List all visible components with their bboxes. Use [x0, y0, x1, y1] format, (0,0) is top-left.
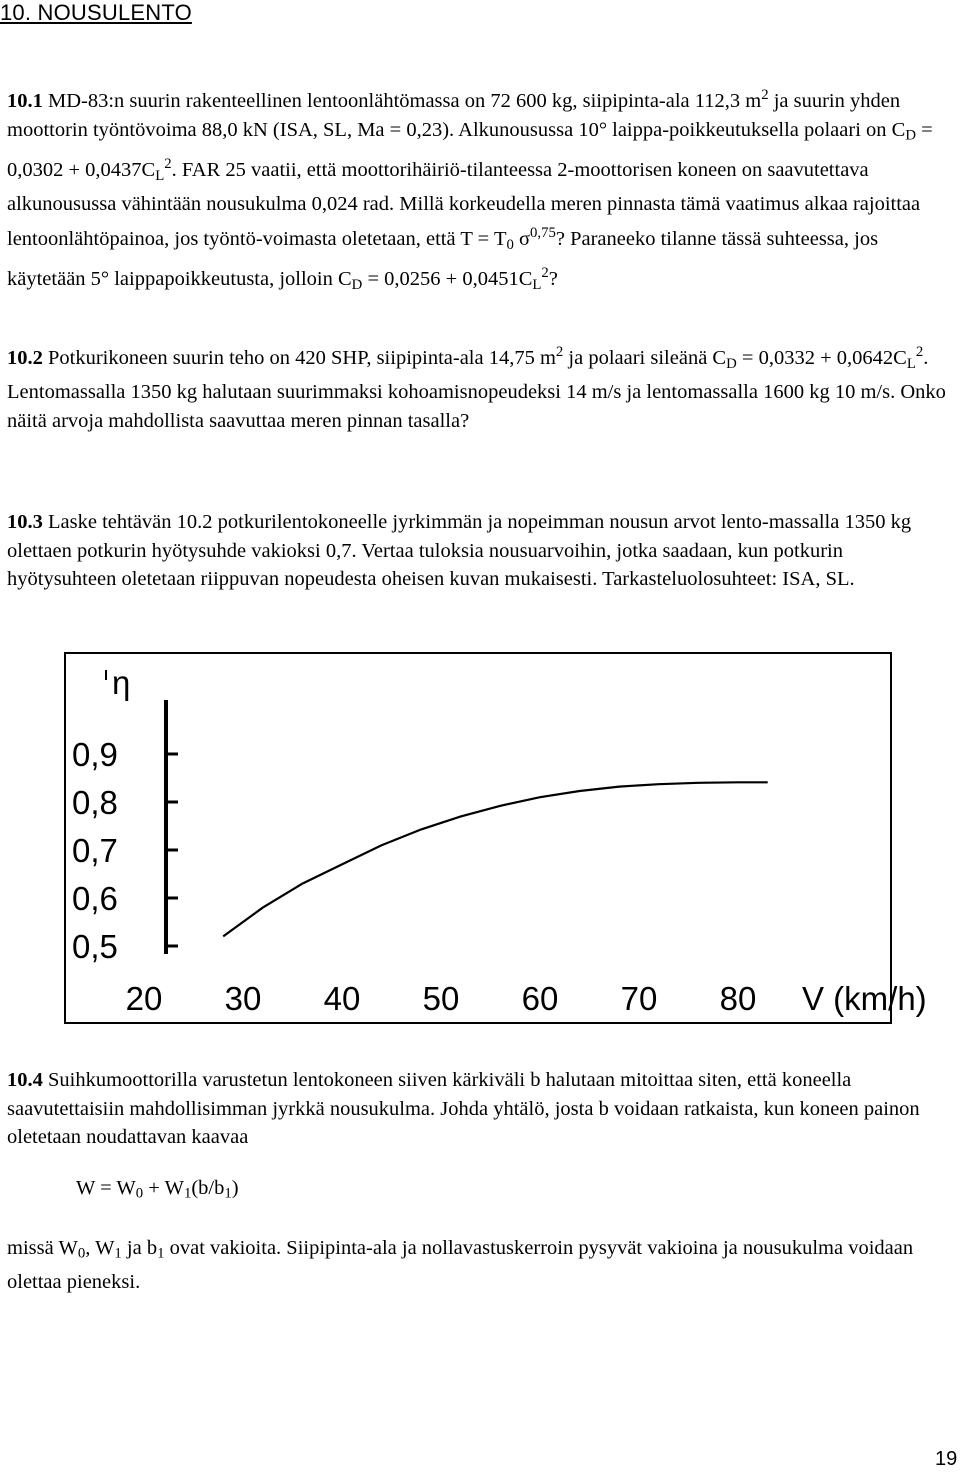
page-number: 19: [935, 1448, 958, 1470]
superscript: 2: [555, 344, 564, 360]
x-tick-label: 20: [125, 980, 163, 1017]
subscript: L: [906, 355, 916, 372]
subscript: 1: [183, 1185, 192, 1202]
superscript: 2: [164, 155, 172, 172]
x-tick-label: 50: [422, 980, 460, 1017]
problem-10-3: [7, 508, 953, 594]
text: ja b: [121, 1237, 158, 1259]
y-tick-label: 0,6: [72, 880, 118, 917]
text: ovat vakioita. Siipipinta-ala ja nollavastuskerroin pysyvät vakioina ja nousukulma voidaan olettaa pieneksi.: [7, 1237, 914, 1294]
subscript: 0: [506, 236, 514, 253]
subscript: D: [351, 277, 363, 294]
weight-equation: [76, 1177, 239, 1203]
superscript: 2: [761, 87, 769, 103]
y-tick-label: 0,5: [72, 928, 118, 965]
text: = 0,0302 + 0,0437C: [7, 118, 933, 182]
text: = 0,0256 + 0,0451C: [362, 268, 533, 291]
x-tick-label: 80: [719, 980, 757, 1017]
problem-10-4-continued: [7, 1234, 953, 1297]
y-tick-label: 0,7: [72, 832, 118, 869]
x-axis-label: V (km/h): [802, 980, 927, 1017]
text: Suihkumoottorilla varustetun lentokoneen siiven kärkiväli b halutaan mitoittaa siten, että koneella saavutettaisiin mahdollisimman jyrkkä nousukulma. Johda yhtälö, josta b voidaan ratkaista, kun koneen painon oletetaan noudattavan kaavaa: [7, 1069, 920, 1149]
text: + W: [143, 1177, 184, 1199]
text: missä W: [7, 1237, 78, 1259]
text: ? Paraneeko tilanne tässä suhteessa, jos käytetään 5° laippapoikkeutusta, jolloin C: [7, 228, 879, 291]
subscript: L: [532, 277, 542, 294]
problem-number: 10.4: [7, 1069, 43, 1091]
section-heading: 10. NOUSULENTO: [0, 0, 192, 25]
superscript: 2: [541, 265, 549, 282]
subscript: 1: [114, 1245, 122, 1262]
problem-number: 10.1: [7, 90, 43, 113]
problem-10-1: [7, 81, 953, 300]
superscript: 2: [915, 344, 924, 360]
superscript: 0,75: [530, 224, 556, 241]
subscript: D: [726, 355, 737, 372]
text: σ: [513, 228, 531, 251]
text: = 0,0332 + 0,0642C: [736, 347, 907, 370]
x-tick-label: 30: [224, 980, 262, 1017]
x-tick-label: 40: [323, 980, 361, 1017]
x-tick-label: 70: [620, 980, 658, 1017]
text: ja polaari sileänä C: [563, 347, 727, 370]
problem-10-4: [7, 1066, 953, 1152]
text: (b/b: [191, 1177, 225, 1199]
text: Laske tehtävän 10.2 potkurilentokoneelle jyrkimmän ja nopeimman nousun arvot lento-massalla 1350 kg olettaen potkurin hyötysuhde vakioksi 0,7. Vertaa tuloksia nousuarvoihin, jotka saadaan, kun potkurin hyötysuhteen oletetaan riippuvan nopeudesta oheisen kuvan mukaisesti. Tarkasteluolosuhteet: ISA, SL.: [7, 511, 912, 591]
text: W = W: [76, 1177, 136, 1199]
subscript: D: [905, 127, 916, 144]
problem-number: 10.3: [7, 511, 43, 533]
y-axis-label: η: [112, 664, 131, 701]
chart-svg: [66, 654, 927, 1022]
text: MD-83:n suurin rakenteellinen lentoonlähtömassa on 72 600 kg, siipipinta-ala 112,3 m: [42, 90, 762, 113]
efficiency-curve: [223, 782, 768, 936]
text: ?: [548, 268, 558, 291]
text: . FAR 25 vaatii, että moottorihäiriö-tilanteessa 2-moottorisen koneen on saavutettava alkunousussa vähintään nousukulma 0,024 rad. Millä korkeudella meren pinnasta tämä vaatimus alkaa rajoittaa lentoonlähtöpainoa, jos työntö-voimasta oletetaan, että T = T: [7, 159, 921, 251]
subscript: L: [155, 167, 165, 184]
subscript: 0: [135, 1185, 144, 1202]
y-tick-label: 0,9: [72, 736, 118, 773]
y-tick-label: 0,8: [72, 784, 118, 821]
text: ): [231, 1177, 239, 1199]
efficiency-chart: [64, 652, 927, 1024]
subscript: 0: [77, 1245, 86, 1262]
text: Potkurikoneen suurin teho on 420 SHP, siipipinta-ala 14,75 m: [42, 347, 556, 370]
text: ja suurin yhden moottorin työntövoima 88,0 kN (ISA, SL, Ma = 0,23). Alkunousussa 10° laippa-poikkeutuksella polaari on C: [7, 90, 906, 141]
x-tick-label: 60: [521, 980, 559, 1017]
problem-number: 10.2: [7, 347, 43, 370]
text: . Lentomassalla 1350 kg halutaan suurimmaksi kohoamisnopeudeksi 14 m/s ja lentomassalla 1600 kg 10 m/s. Onko näitä arvoja mahdollista saavuttaa meren pinnan tasalla?: [7, 347, 946, 432]
text: , W: [85, 1237, 115, 1259]
subscript: 1: [157, 1245, 165, 1262]
subscript: 1: [224, 1185, 232, 1202]
problem-10-2: [7, 338, 953, 436]
